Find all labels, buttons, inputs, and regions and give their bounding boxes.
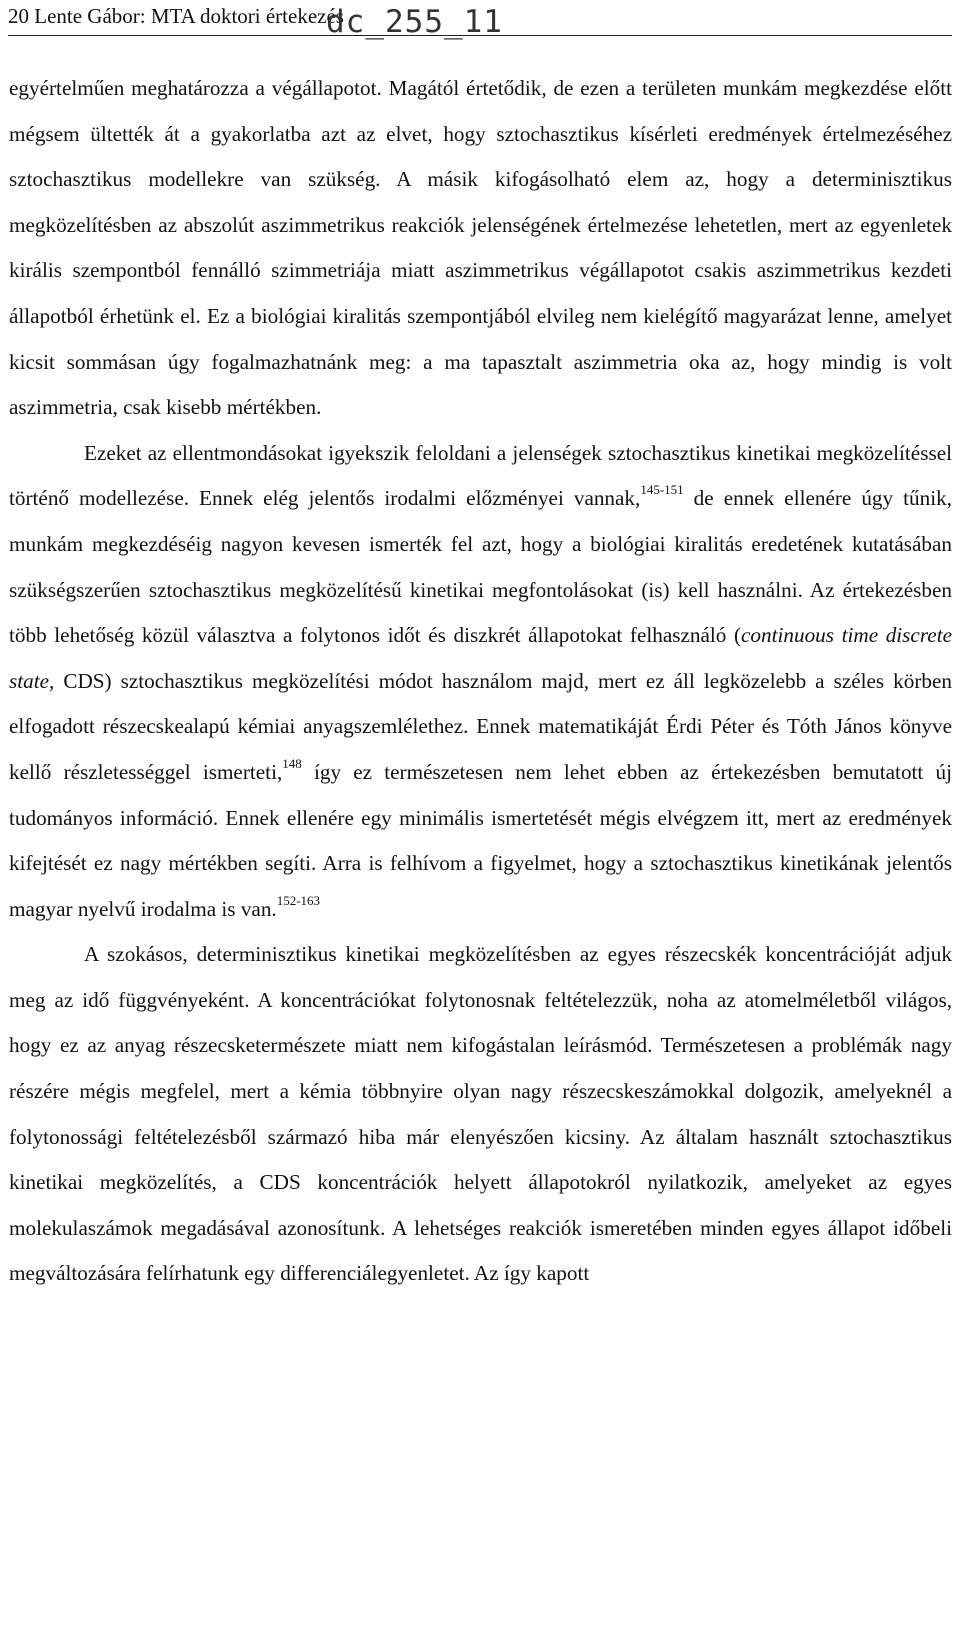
paragraph-1 bbox=[9, 66, 952, 431]
text-run: egyértelműen meghatározza a végállapotot. Magától értetődik, de ezen a területen munkám megkezdése előtt mégsem ültették át a gyakorlatba azt az elvet, hogy sztochasztikus kísérleti eredmények értelmezéséhez sztochasztikus modellekre van szükség. A másik kifogásolható elem az, hogy a determinisztikus megközelítésben az abszolút aszimmetrikus reakciók jelenségének értelmezése lehetetlen, mert az egyenletek királis szempontból fennálló szimmetriája miatt aszimmetrikus végállapotot csakis aszimmetrikus kezdeti állapotból érhetünk el. Ez a biológiai kiralitás szempontjából elvileg nem kielégítő magyarázat lenne, amelyet kicsit sommásan úgy fogalmazhatnánk meg: a ma tapasztalt aszimmetria oka az, hogy mindig is volt aszimmetria, csak kisebb mértékben. bbox=[9, 76, 952, 420]
text-run: így ez természetesen nem lehet ebben az értekezésben bemutatott új tudományos információ. Ennek ellenére egy minimális ismertetését mégis elvégzem itt, mert az eredmények kifejtését ez nagy mértékben segíti. Arra is felhívom a figyelmet, hogy a sztochasztikus kinetikának jelentős magyar nyelvű irodalma is van. bbox=[9, 759, 952, 921]
citation-superscript: 145-151 bbox=[640, 482, 684, 498]
italic-term: continuous time discrete state bbox=[9, 623, 952, 693]
text-run: de ennek ellenére úgy tűnik, munkám megkezdéséig nagyon kevesen ismerték fel azt, hogy a biológiai kiralitás eredetének kutatásában szükségszerűen sztochasztikus megközelítésű kinetikai megfontolásokat (is) kell használni. Az értekezésben több lehetőség közül választva a folytonos időt és diszkrét állapotokat felhasználó ( bbox=[9, 486, 952, 648]
paragraph-2 bbox=[9, 431, 952, 933]
paragraph-3 bbox=[9, 932, 952, 1297]
page-body bbox=[9, 66, 952, 1297]
page-header bbox=[8, 0, 952, 40]
running-header: 20 Lente Gábor: MTA doktori értekezés bbox=[8, 4, 344, 28]
document-watermark: dc_255_11 bbox=[326, 4, 503, 40]
text-run: , CDS) sztochasztikus megközelítési módot használom majd, mert ez áll legközelebb a széles körben elfogadott részecskealapú kémiai anyagszemlélethez. Ennek matematikáját Érdi Péter és Tóth János könyve kellő részletességgel ismerteti, bbox=[9, 668, 952, 784]
citation-superscript: 148 bbox=[282, 755, 302, 771]
header-divider bbox=[8, 35, 952, 36]
text-run: A szokásos, determinisztikus kinetikai megközelítésben az egyes részecskék koncentrációját adjuk meg az idő függvényeként. A koncentrációkat folytonosnak feltételezzük, noha az atomelméletből világos, hogy ez az anyag részecsketermészete miatt nem kifogástalan leírásmód. Természetesen a problémák nagy részére mégis megfelel, mert a kémia többnyire olyan nagy részecskeszámokkal dolgozik, amelyeknél a folytonossági feltételezésből származó hiba már elenyészően kicsiny. Az általam használt sztochasztikus kinetikai megközelítés, a CDS koncentrációk helyett állapotokról nyilatkozik, amelyeket az egyes molekulaszámok megadásával azonosítunk. A lehetséges reakciók ismeretében minden egyes állapot időbeli megváltozására felírhatunk egy differenciálegyenletet. Az így kapott bbox=[9, 942, 952, 1286]
text-run: Ezeket az ellentmondásokat igyekszik feloldani a jelenségek sztochasztikus kinetikai megközelítéssel történő modellezése. Ennek elég jelentős irodalmi előzményei vannak, bbox=[9, 440, 952, 511]
citation-superscript: 152-163 bbox=[276, 892, 321, 908]
